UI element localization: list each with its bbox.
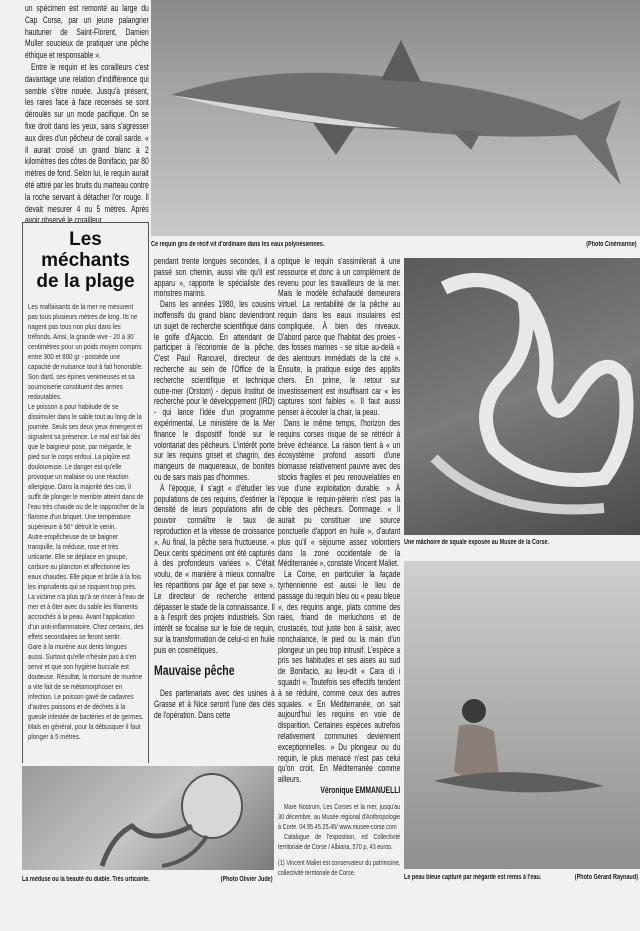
paragraph: Gare à la murène aux dents longues aussi. Surtout qu'elle n'hésite pas à s'en servir et que son hygiène buccale est douteuse. Résultat, la morsure de murène a vite fait de se métamorphoser en infection. Le poisson gavé de cadavres d'autres poissons et de déchets à la gueule infestée de bactéries et de germes. Mais en général, pour la débusquer il faut plonger à 5 mètres.	[28, 642, 144, 741]
paragraph: Le poisson a pour habitude de se dissimuler dans le sable tout au long de la journée. Seuls ses deux yeux émergent et signalent sa présence. Le mal est fait dès que le baigneur pose, par mégarde, le pied sur le corps enfoui. La piqûre est douloureuse. Le danger est qu'elle provoque un malaise ou une réaction allergique. Dans la majorité des cas, il suffit de plonger le membre atteint dans de l'eau très chaude ou de le rapprocher de la flamme d'un briquet. Une température supérieure à 56° détruit le venin.	[28, 402, 144, 531]
sidebar-box	[22, 222, 149, 763]
paragraph: optique le requin s'assimilerait à une ressource et donc à un complément de revenu pour les travailleurs de la mer. Mais le modèle échafaudé demeurera virtuel. La rentabilité de la pêche au requin dans les eaux insulaires est compliquée. À bien des niveaux. D'abord parce que l'habitat des proies - des fosses marines - se situe au-delà « des alentours immédiats de la cité ». Ensuite, la pratique exige des appâts chers. En prime, le retour sur investissement est insuffisant car « les captures sont faibles ». Il faut aussi penser à écouler la chair, la peau.	[278, 256, 401, 418]
paragraph: Dans le même temps, l'horizon des requins corses risque de se rétrécir à brève échéance. La raison tient à « un écosystème profond assorti d'une biomasse relativement pauvre avec des stocks fragiles et peu renouvelables en vue d'une exploitation durable. » À l'époque le requin-pèlerin n'est pas la cible des pêcheurs. Dommage. « Il aurait pu constituer une source ponctuelle d'apport en huile », d'autant plus qu'il « séjourne assez volontiers dans la zone occidentale de la Méditerranée », constate Vincent Maliet.	[278, 417, 401, 569]
paragraph: Entre le requin et les corailleurs c'est davantage une relation d'indifférence qui semble s'être nouée. Jusqu'à présent, les rares face à face recensés se sont déroulés sur un mode pacifique. On se fixe droit dans les yeux, sans s'agresser aux dires d'un pêcheur de corail sarde. « Il aurait croisé un grand blanc à 2 kilomètres des côtes de Bonifacio, par 80 mètres de fond. Selon lui, le requin aurait été attiré par les bruits du marteau contre la roche servant à détacher l'or rouge. Il devait mesurer 4 ou 5 mètres. Après avoir observé le corailleur	[25, 61, 149, 226]
paragraph: pendant trente longues secondes, il a passé son chemin, aussi vite qu'il est apparu », rapporte le spécialiste des monstres marins.	[154, 256, 275, 299]
author-signature: Véronique EMMANUELLI	[320, 785, 401, 796]
paragraph: Dans les années 1980, les cousins inoffensifs du grand blanc deviendront un sujet de recherche scientifique dans le golfe d'Ajaccio. En attendant de participer à l'économie de la pêche. C'est Paul Rancurel, directeur de recherche au sein de l'Office de la recherche scientifique et technique outre-mer (Orstom) - depuis Institut de recherche pour le développement (IRD) - qui lance l'idée d'un programme expérimental. Le ministère de la Mer finance le dispositif fondé sur le volontariat des pêcheurs. L'intérêt porte sur les requins griset et chagrin, des mangeurs de maquereaux, de bonites ou de sars mais pas d'hommes.	[154, 299, 275, 482]
intro-column	[25, 3, 149, 227]
exhibition-info	[278, 802, 400, 852]
paragraph: Autre empêcheuse de se baigner tranquille, la méduse, rose et très urticante. Elle se déplace en groupe, carbure au plancton et affectionne les eaux chaudes. Elle pique et brûle à la fois les imprudents qui se risquent trop près. La victime n'a plus qu'à se rincer à l'eau de mer et à ôter avec du sable les filaments accrochés à la peau. Avant l'application d'un anti-inflammatoire. Chez certains, des effets secondaires se feront sentir.	[28, 532, 145, 641]
paragraph: un spécimen est remonté au large du Cap Corse, par un jeune palangrier hauturier de Saint-Florent, Damien Muller soucieux de pratiquer une pêche éthique et responsable ».	[25, 3, 149, 61]
jaw-photo-caption: Une mâchoire de squale exposée au Musée de la Corse.	[404, 539, 550, 546]
footnote: (1) Vincent Maliet est conservateur du patrimoine, collectivité territoriale de Corse.	[278, 857, 401, 877]
blue-shark-photo	[404, 561, 640, 869]
jellyfish-photo	[22, 766, 274, 870]
jellyfish-illustration	[22, 766, 274, 870]
jellyfish-photo-caption: La méduse ou la beauté du diable. Très urticante.	[22, 876, 150, 883]
subheading: Mauvaise pêche	[154, 662, 235, 679]
shark-illustration	[151, 0, 640, 236]
sidebar-text	[28, 302, 144, 742]
jaw-illustration	[404, 258, 640, 535]
jaw-photo	[404, 258, 640, 535]
blue-shark-photo-credit: (Photo Gérard Raynaud)	[574, 874, 638, 881]
paragraph: Des partenariats avec des usines à Grasse et à Nice seront l'une des clés de l'opération. Dans cette	[154, 688, 275, 721]
right-text-column	[278, 256, 400, 878]
sidebar-title: Les méchants de la plage	[36, 229, 135, 292]
shark-photo	[151, 0, 640, 236]
diver-illustration	[404, 561, 640, 869]
shark-photo-caption: Ce requin gris de récif vit d'ordinaire dans les eaux polynésiennes.	[151, 241, 325, 248]
jellyfish-photo-credit: (Photo Olivier Jude)	[221, 876, 273, 883]
shark-photo-credit: (Photo Cinémarine)	[586, 241, 637, 248]
paragraph: À l'époque, il s'agit « d'étudier les populations de ces requins, d'estimer la densité de leurs populations afin de pouvoir connaître le taux de reproduction et la vitesse de croissance ». Au final, la pêche sera fructueuse. « Deux cents spécimens ont été capturés à des profondeurs variées ». C'était voulu, de « manière à mieux connaître les répartitions par âge et par sexe ». Le directeur de recherche entend dépasser le stade de la connaissance. Il a à l'esprit des projets industriels. Son intérêt se focalise sur le foie de requin, sur la transformation de celui-ci en huile puis en cosmétiques.	[154, 482, 275, 655]
paragraph: La Corse, en particulier la façade tyrhennienne est aussi le lieu de passage du requin bleu ou « peau bleue », des requins ange, plats comme des raies, friand de merluchons et de crustacés, tout juste bon à saisir, avec nonchalance, le pied ou la main d'un plongeur un peu trop intrusif. L'espèce a pris ses habitudes et ses aises au sud de Bonifacio, au lieu-dit « Cara di i squadri ». Toutefois ses effectifs tendent à se réduire, comme ceux des autres squales. « En Méditerranée, on sait aujourd'hui les requins en voie de disparition. Certaines espèces autrefois relativement communes deviennent exceptionnelles. » Du plongeur ou du requin, le plus menacé n'est pas celui qu'on croit. En Méditerranée comme ailleurs.	[278, 569, 401, 785]
middle-column	[154, 256, 275, 721]
paragraph: Mare Nostrum, Les Corses et la mer, jusqu'au 30 décembre. au Musée régional d'Anthropologie à Corte. 04.95.45.25.45/ www.musee-corse.com	[278, 801, 401, 831]
blue-shark-photo-caption: Le peau bleue capturé par mégarde est remis à l'eau.	[404, 874, 542, 881]
paragraph: Les malfaisants de la mer ne mesurent pas tous plusieurs mètres de long. Ils ne nagent pas tous non plus dans les tréfonds. Ainsi, la grande vive - 20 à 30 centimètres pour un poids moyen compris entre 300 et 800 gr - possède une capacité de nuisance tout à fait honorable. Son dard, ses épines venimeuses et sa sournoiserie constituent des armes redoutables.	[28, 302, 143, 401]
paragraph: Catalogue de l'exposition, ed Collectivité territoriale de Corse / Albiana, 570 p, 43 euros.	[278, 831, 401, 851]
